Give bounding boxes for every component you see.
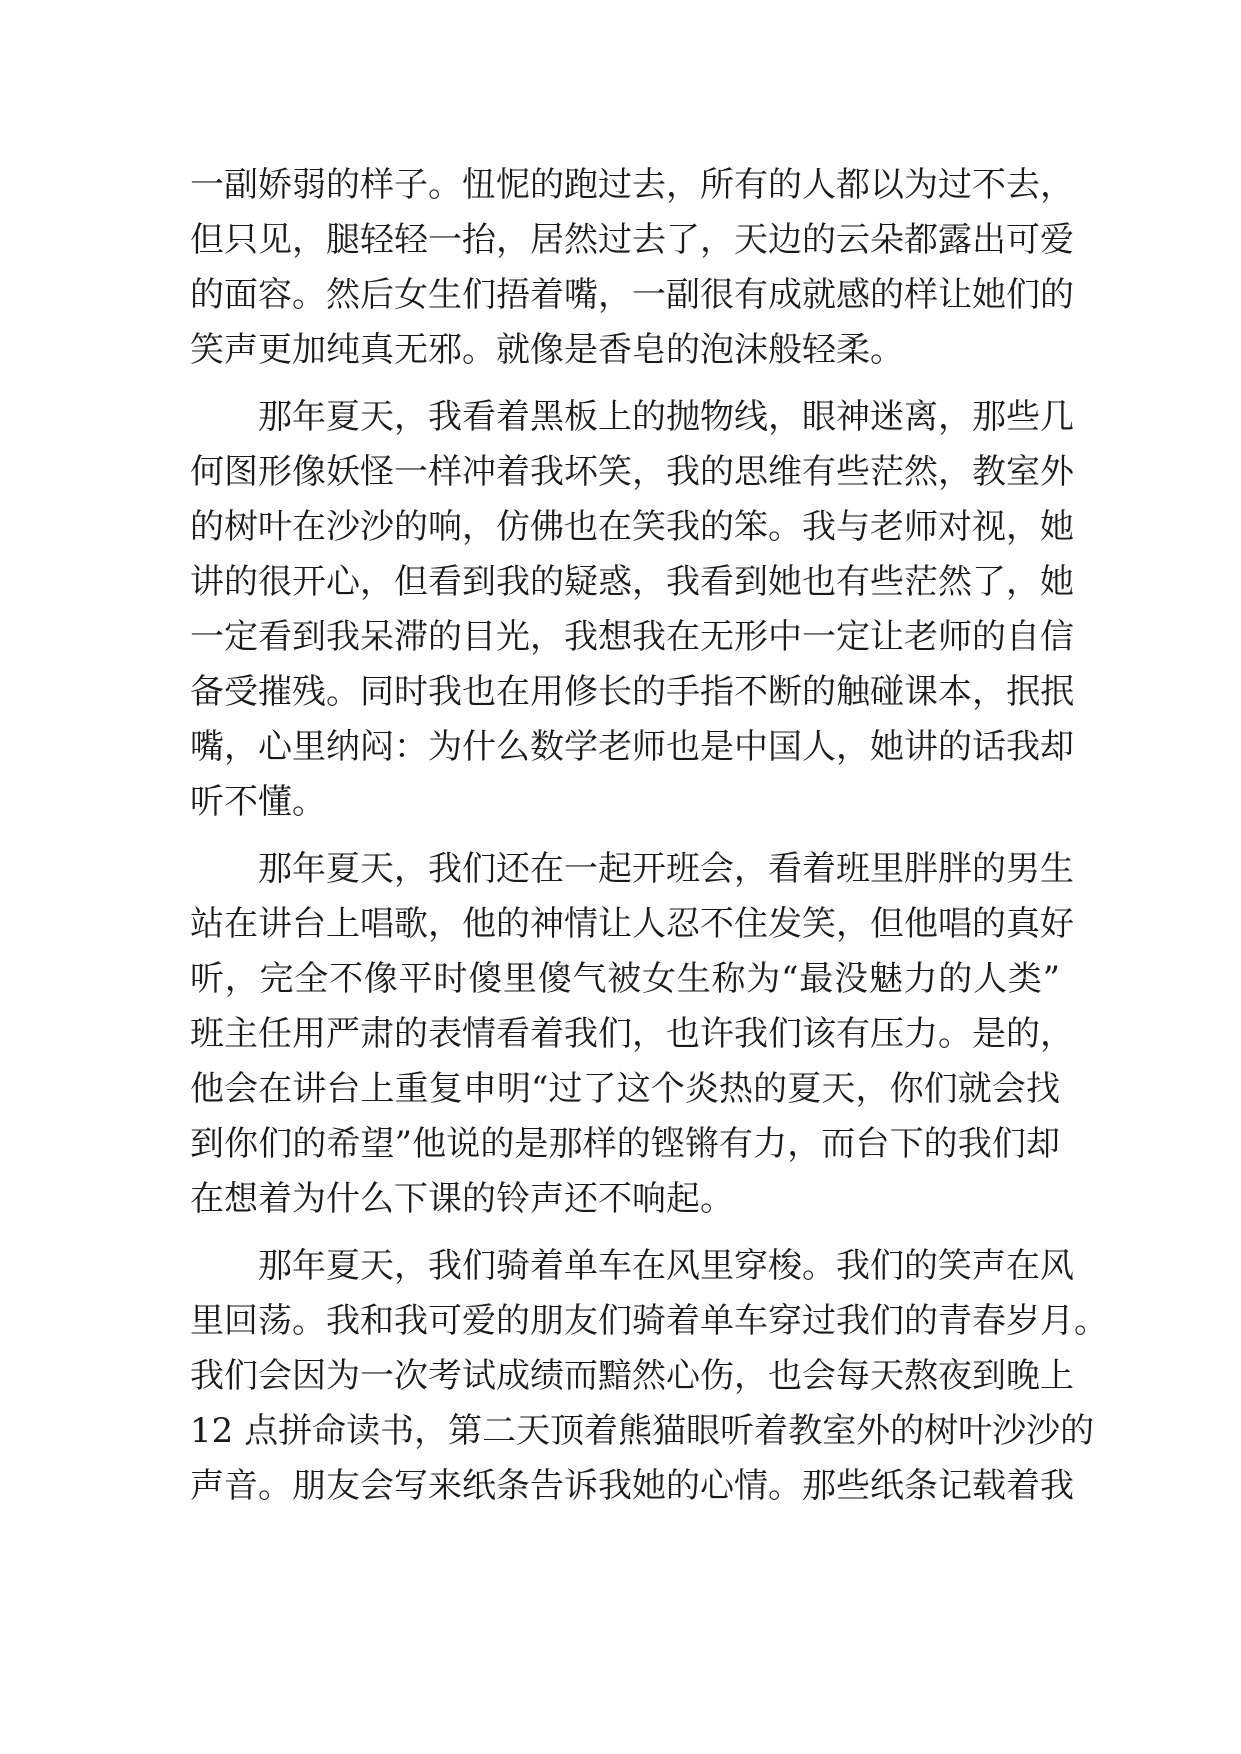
text-line: 听，完全不像平时傻里傻气被女生称为“最没魅力的人类” bbox=[190, 959, 1060, 999]
text-line: 那年夏天，我们骑着单车在风里穿梭。我们的笑声在风 bbox=[258, 1246, 1074, 1286]
text-line: 听不懂。 bbox=[190, 782, 326, 822]
paragraph bbox=[190, 1239, 1108, 1514]
text-line: 在想着为什么下课的铃声还不响起。 bbox=[190, 1179, 734, 1219]
text-line: 12 点拼命读书，第二天顶着熊猫眼听着教室外的树叶沙沙的 bbox=[190, 1411, 1095, 1451]
text-line: 一副娇弱的样子。忸怩的跑过去，所有的人都以为过不去， bbox=[190, 165, 1074, 205]
text-line: 讲的很开心，但看到我的疑惑，我看到她也有些茫然了，她 bbox=[190, 562, 1074, 602]
text-line: 何图形像妖怪一样冲着我坏笑，我的思维有些茫然，教室外 bbox=[190, 452, 1074, 492]
text-line: 声音。朋友会写来纸条告诉我她的心情。那些纸条记载着我 bbox=[190, 1466, 1074, 1506]
paragraph bbox=[190, 842, 1074, 1227]
paragraph-gap bbox=[190, 378, 1060, 390]
text-line: 备受摧残。同时我也在用修长的手指不断的触碰课本，抿抿 bbox=[190, 672, 1074, 712]
paragraph-gap bbox=[190, 1227, 1060, 1239]
text-line: 一定看到我呆滞的目光，我想我在无形中一定让老师的自信 bbox=[190, 617, 1074, 657]
paragraph bbox=[190, 158, 1074, 378]
text-line: 那年夏天，我们还在一起开班会，看着班里胖胖的男生 bbox=[258, 849, 1074, 889]
text-line: 站在讲台上唱歌，他的神情让人忍不住发笑，但他唱的真好 bbox=[190, 904, 1074, 944]
text-line: 他会在讲台上重复申明“过了这个炎热的夏天，你们就会找 bbox=[190, 1069, 1060, 1109]
text-line: 里回荡。我和我可爱的朋友们骑着单车穿过我们的青春岁月。 bbox=[190, 1301, 1108, 1341]
paragraph bbox=[190, 390, 1074, 830]
text-line: 嘴，心里纳闷：为什么数学老师也是中国人，她讲的话我却 bbox=[190, 727, 1074, 767]
text-line: 那年夏天，我看着黑板上的抛物线，眼神迷离，那些几 bbox=[258, 397, 1074, 437]
body-text bbox=[190, 158, 1108, 1514]
text-line: 班主任用严肃的表情看着我们，也许我们该有压力。是的， bbox=[190, 1014, 1074, 1054]
text-line: 我们会因为一次考试成绩而黯然心伤，也会每天熬夜到晚上 bbox=[190, 1356, 1074, 1396]
text-line: 的树叶在沙沙的响，仿佛也在笑我的笨。我与老师对视，她 bbox=[190, 507, 1074, 547]
text-line: 的面容。然后女生们捂着嘴，一副很有成就感的样让她们的 bbox=[190, 275, 1074, 315]
text-line: 到你们的希望”他说的是那样的铿锵有力，而台下的我们却 bbox=[190, 1124, 1060, 1164]
text-line: 笑声更加纯真无邪。就像是香皂的泡沫般轻柔。 bbox=[190, 330, 904, 370]
text-line: 但只见，腿轻轻一抬，居然过去了，天边的云朵都露出可爱 bbox=[190, 220, 1074, 260]
paragraph-gap bbox=[190, 830, 1060, 842]
